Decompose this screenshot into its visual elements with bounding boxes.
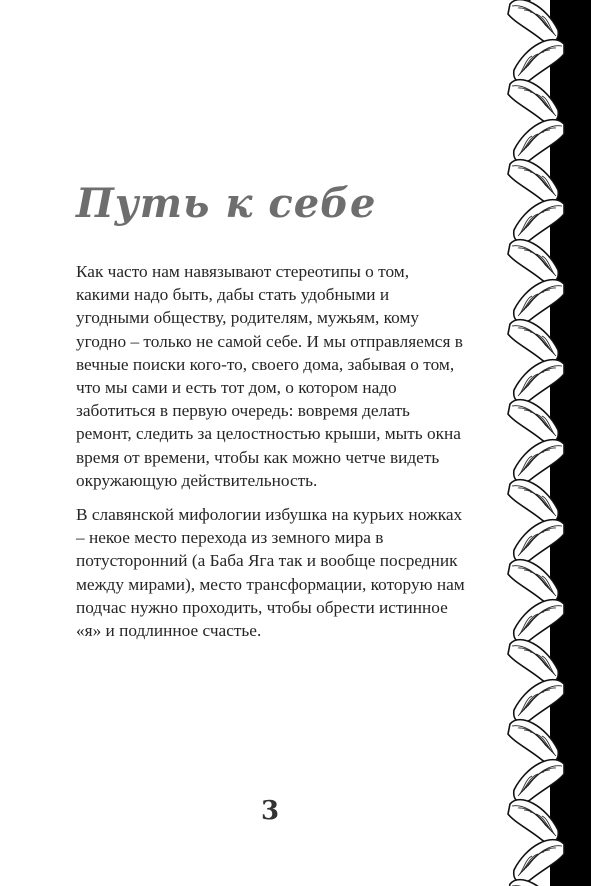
paragraph-1: Как часто нам навязывают стереотипы о том, какими надо быть, дабы стать удобными и угодными обществу, родителям, мужьям, кому угодно – только не самой себе. И мы отправляемся в вечные поиски кого-то, своего дома, забывая о том, что мы сами и есть тот дом, о котором надо заботиться в первую очередь: вовремя делать ремонт, следить за целостностью крыши, мыть окна время от времени, чтобы как можно четче видеть окружающую действительность. [76, 262, 463, 490]
body-text [76, 260, 466, 642]
paragraph-2: В славянской мифологии избушка на курьих ножках – некое место перехода из земного мира в потусторонний (а Баба Яга так и вообще посредник между мирами), место трансформации, которую нам подчас нужно проходить, чтобы обрести истинное «я» и подлинное счастье. [76, 505, 465, 641]
page-number: 3 [260, 796, 280, 826]
braid-ornament-icon [502, 0, 591, 886]
chapter-title: Путь к себе [76, 180, 377, 227]
